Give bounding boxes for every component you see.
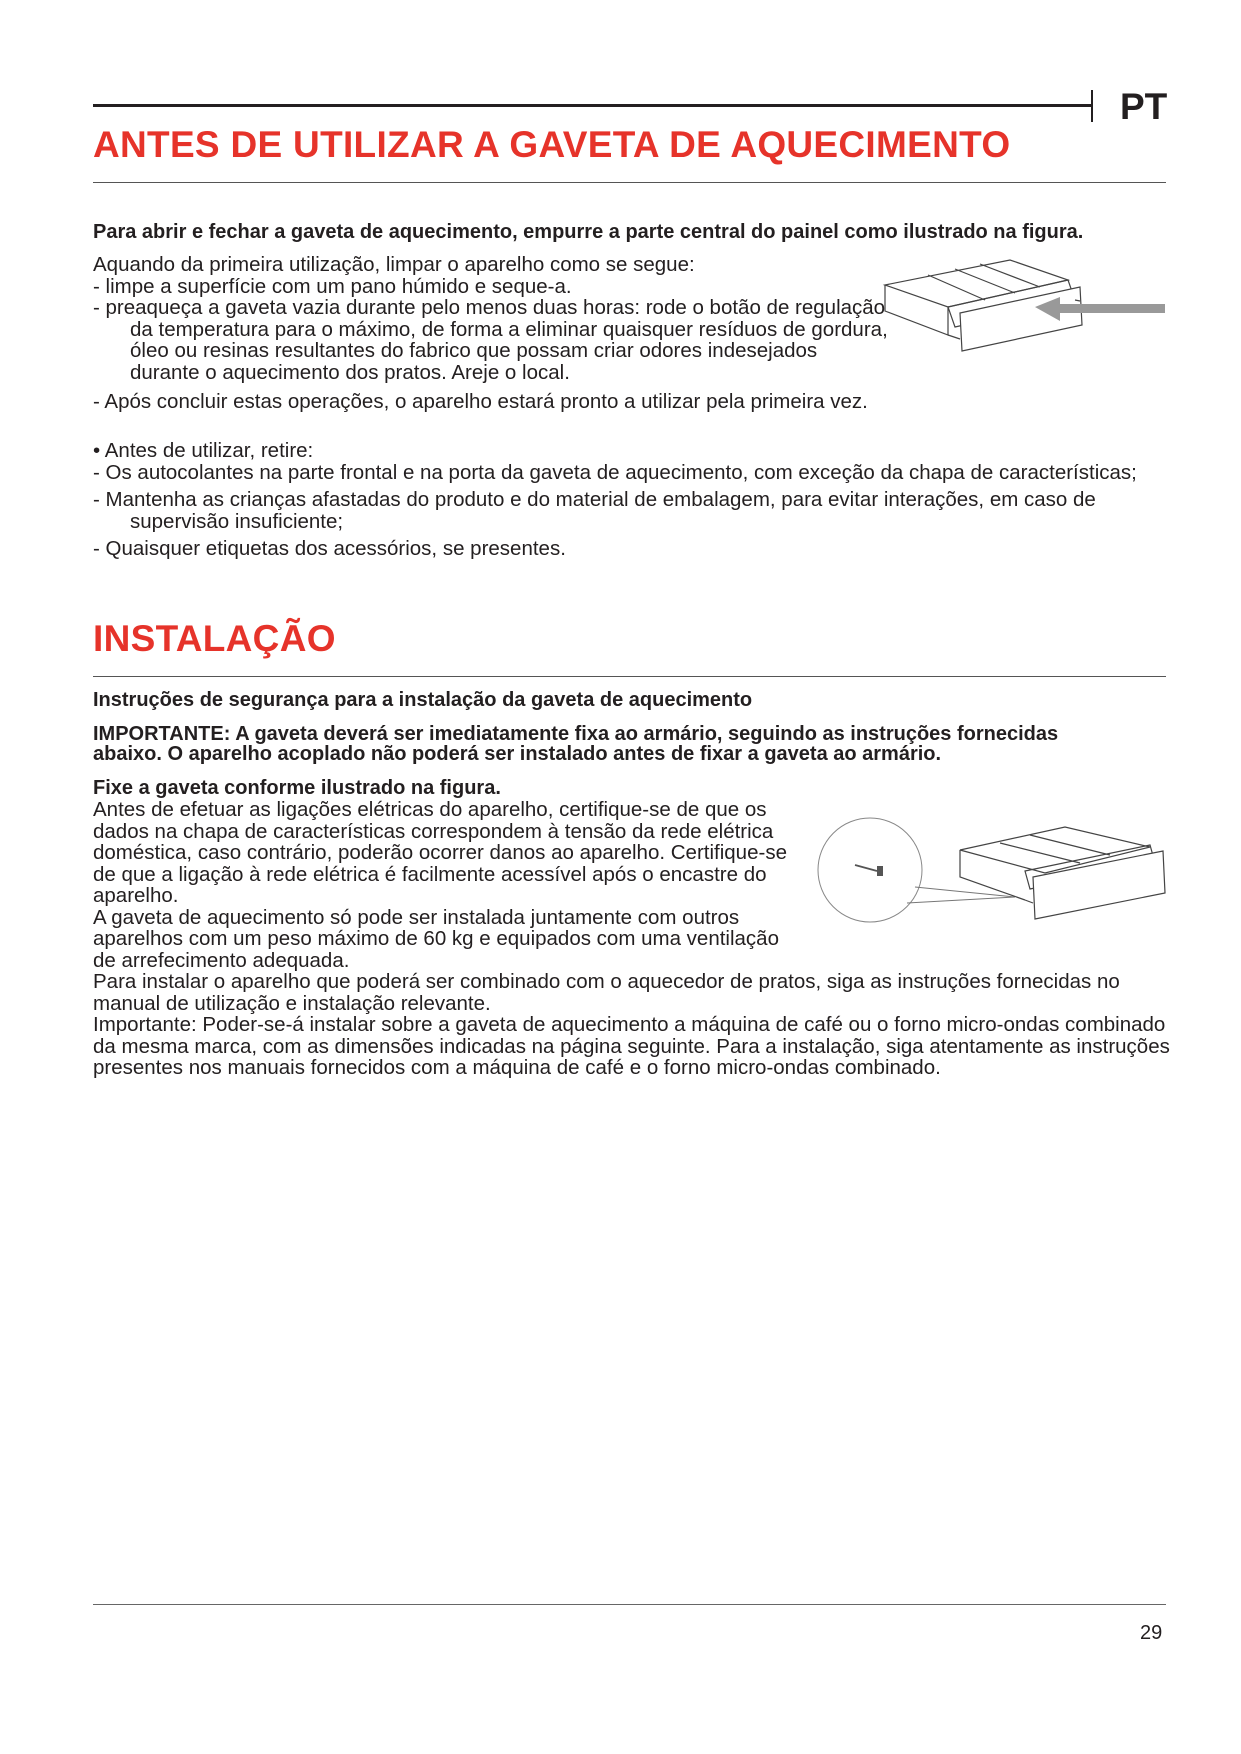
section-title-installation: INSTALAÇÃO bbox=[93, 618, 336, 659]
intro-instruction: Para abrir e fechar a gaveta de aquecimento, empurre a parte central do painel como ilustrado na figura. bbox=[93, 221, 1084, 243]
push-arrow-icon bbox=[1035, 297, 1165, 321]
first-use-block bbox=[93, 253, 888, 384]
drawer-installation-illustration bbox=[815, 815, 1170, 945]
drawer-unit bbox=[960, 827, 1165, 919]
important-notice: IMPORTANTE: A gaveta deverá ser imediatamente fixa ao armário, seguindo as instruções fornecidas abaixo. O aparelho acoplado não poderá ser instalado antes de fixar a gaveta ao armário. bbox=[93, 723, 1059, 765]
drawer-push-illustration bbox=[880, 255, 1170, 375]
list-item: - Após concluir estas operações, o aparelho estará pronto a utilizar pela primeira vez. bbox=[93, 390, 868, 413]
top-rule bbox=[93, 104, 1091, 107]
page-number: 29 bbox=[1140, 1622, 1163, 1644]
installation-text-left bbox=[93, 799, 803, 971]
language-tag: PT bbox=[1120, 86, 1168, 127]
screw-icon bbox=[855, 865, 883, 876]
section-title-before-use: ANTES DE UTILIZAR A GAVETA DE AQUECIMENTO bbox=[93, 124, 1011, 165]
language-divider bbox=[1091, 90, 1093, 122]
before-use-block bbox=[93, 440, 1173, 560]
list-item: - limpe a superfície com um pano húmido e seque-a. bbox=[93, 274, 572, 298]
fix-heading: Fixe a gaveta conforme ilustrado na figura. bbox=[93, 777, 501, 799]
installation-text-full bbox=[93, 971, 1173, 1079]
section-divider bbox=[93, 182, 1166, 183]
list-item: - Os autocolantes na parte frontal e na porta da gaveta de aquecimento, com exceção da chapa de características; bbox=[93, 460, 1137, 484]
paragraph: A gaveta de aquecimento só pode ser instalada juntamente com outros aparelhos com um peso máximo de 60 kg e equipados com uma ventilação de arrefecimento adequada. bbox=[93, 905, 779, 972]
bottom-rule bbox=[93, 1604, 1166, 1605]
section-divider bbox=[93, 676, 1166, 677]
paragraph: Para instalar o aparelho que poderá ser combinado com o aquecedor de pratos, siga as instruções fornecidas no manual de utilização e instalação relevante. bbox=[93, 970, 1120, 1015]
list-item: - Quaisquer etiquetas dos acessórios, se presentes. bbox=[93, 537, 566, 560]
list-item: - preaqueça a gaveta vazia durante pelo menos duas horas: rode o botão de regulação da temperatura para o máximo, de forma a eliminar quaisquer resíduos de gordura, óleo ou resinas resultantes do fabrico que possam criar odores indesejados durante o aquecimento dos pratos. Areje o local. bbox=[93, 296, 888, 384]
safety-heading: Instruções de segurança para a instalação da gaveta de aquecimento bbox=[93, 689, 753, 711]
first-use-lead: Aquando da primeira utilização, limpar o aparelho como se segue: bbox=[93, 253, 695, 276]
before-use-lead: • Antes de utilizar, retire: bbox=[93, 439, 314, 462]
paragraph: Importante: Poder-se-á instalar sobre a gaveta de aquecimento a máquina de café ou o forno micro-ondas combinado da mesma marca, com as dimensões indicadas na página seguinte. Para a instalação, siga atentamente as instruções presentes nos manuais fornecidos com a máquina de café e o forno micro-ondas combinado. bbox=[93, 1013, 1170, 1079]
paragraph: Antes de efetuar as ligações elétricas do aparelho, certifique-se de que os dados na chapa de características correspondem à tensão da rede elétrica doméstica, caso contrário, poderão ocorrer danos ao aparelho. Certifique-se de que a ligação à rede elétrica é facilmente acessível após o encastre do aparelho. bbox=[93, 798, 787, 907]
list-item: - Mantenha as crianças afastadas do produto e do material de embalagem, para evitar interações, em caso de supervisão insuficiente; bbox=[93, 488, 1096, 533]
